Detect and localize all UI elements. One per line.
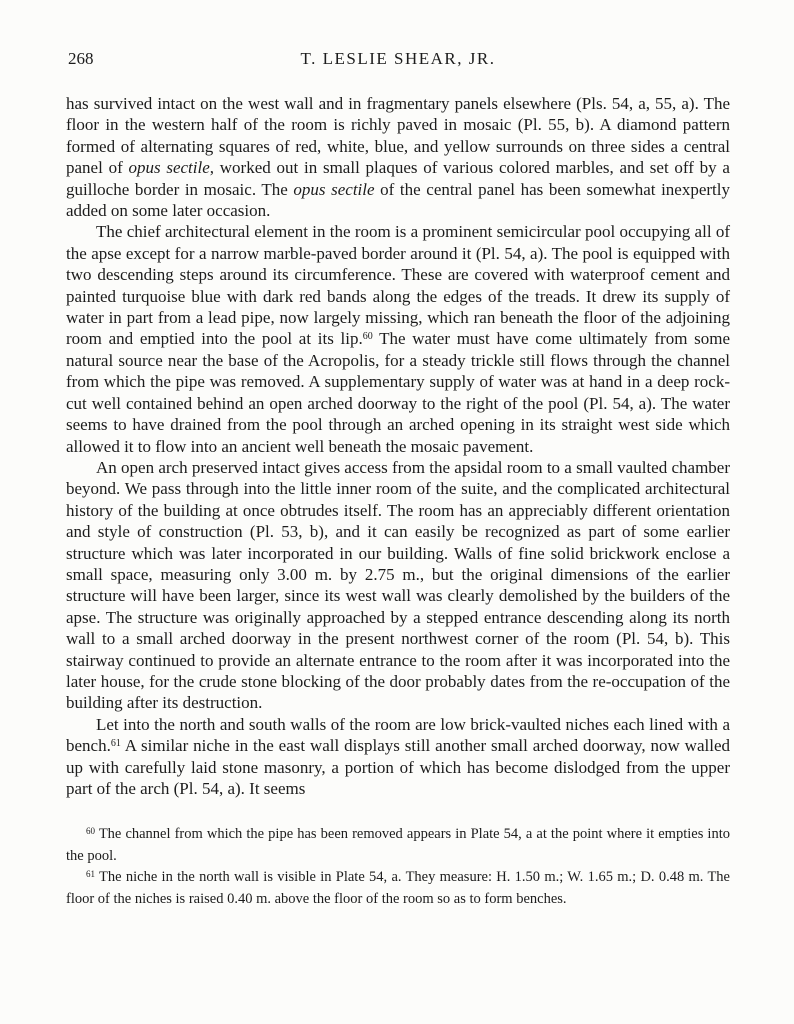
text-run: , worked out in small plaques of various colored marbles, and set off by a guilloche border in mosaic. The xyxy=(66,158,730,199)
text-run: The chief architectural element in the room is a prominent semicircular pool occupying all of the apse except for a narrow marble-paved border around it (Pl. 54, a). The pool is equipped with two descending steps around its circumference. These are covered with waterproof cement and painted turquoise blue with dark red bands along the edges of the treads. It drew its supply of water in part from a lead pipe, now largely missing, which ran beneath the floor of the adjoining room and emptied into the pool at its lip. xyxy=(66,222,730,349)
footnote-text: The niche in the north wall is visible in Plate 54, a. They measure: H. 1.50 m.; W. 1.65 m.; D. 0.48 m. The floor of the niches is raised 0.40 m. above the floor of the room so as to form benches. xyxy=(66,869,730,907)
paragraph xyxy=(66,93,730,221)
footnote-ref: 61 xyxy=(110,738,121,750)
footnote-text: The channel from which the pipe has been removed appears in Plate 54, a at the point where it empties into the pool. xyxy=(66,826,730,864)
running-head-title: T. LESLIE SHEAR, JR. xyxy=(300,49,496,68)
text-run: of the central panel has been somewhat inexpertly added on some later occasion. xyxy=(66,179,730,221)
running-header xyxy=(66,48,730,70)
paragraph xyxy=(66,714,730,800)
italic-term: opus sectile xyxy=(293,179,375,199)
text-column xyxy=(66,48,730,910)
footnotes xyxy=(66,824,730,910)
text-run: has survived intact on the west wall and in fragmentary panels elsewhere (Pls. 54, a, 55, a). The floor in the western half of the room is richly paved in mosaic (Pl. 55, b). A diamond pattern formed of alternating squares of red, white, blue, and yellow surrounds on three sides a central panel of xyxy=(66,94,730,178)
text-run: A similar niche in the east wall displays still another small arched doorway, now walled up with carefully laid stone masonry, a portion of which has become dislodged from the upper part of the arch (Pl. 54, a). It seems xyxy=(66,736,730,798)
text-run: Let into the north and south walls of the room are low brick-vaulted niches each lined with a bench. xyxy=(66,714,730,756)
text-run: The water must have come ultimately from some natural source near the base of the Acropolis, for a steady trickle still flows through the channel from which the pipe was removed. A supplementary supply of water was at hand in a deep rock-cut well contained behind an open arched doorway to the right of the pool (Pl. 54, a). The water seems to have drained from the pool through an arched opening in its straight west side which allowed it to flow into an ancient well beneath the mosaic pavement. xyxy=(66,329,731,456)
footnote xyxy=(66,824,730,867)
footnote-marker: 61 xyxy=(86,869,95,880)
footnote xyxy=(66,867,730,910)
footnote-ref: 60 xyxy=(362,331,373,343)
text-run: An open arch preserved intact gives access from the apsidal room to a small vaulted chamber beyond. We pass through into the little inner room of the suite, and the complicated architectural history of the building at once obtrudes itself. The room has an appreciably different orientation and style of construction (Pl. 53, b), and it can easily be recognized as part of some earlier structure which was later incorporated in our building. Walls of fine solid brickwork enclose a small space, measuring only 3.00 m. by 2.75 m., but the original dimensions of the earlier structure will have been larger, since its west wall was clearly demolished by the builders of the apse. The structure was originally approached by a stepped entrance descending along its north wall to a small arched doorway in the present northwest corner of the room (Pl. 54, b). This stairway continued to provide an alternate entrance to the room after it was incorporated into the later house, for the crude stone blocking of the door probably dates from the re-occupation of the building after its destruction. xyxy=(66,457,730,713)
italic-term: opus sectile xyxy=(128,158,210,178)
paragraph xyxy=(66,221,730,456)
paragraph xyxy=(66,457,730,714)
footnote-marker: 60 xyxy=(86,826,95,837)
body-paragraphs xyxy=(66,93,730,799)
page-number: 268 xyxy=(68,49,94,68)
